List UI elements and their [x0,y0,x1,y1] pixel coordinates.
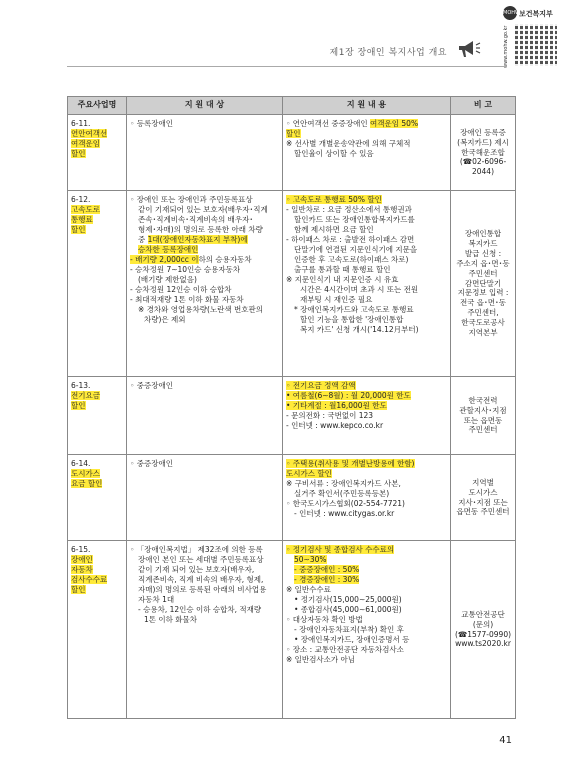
column-header: 비 고 [451,97,516,115]
column-header: 지 원 대 상 [127,97,283,115]
logo-badge: MOHW [503,6,517,20]
note-cell: 교통안전공단 (문의) (☎1577-0990) www.ts2020.kr [451,541,516,719]
logo-url: www.mohw.go.kr [503,25,509,68]
header-divider [67,66,507,67]
target-cell: ◦ 장애인 또는 장애인과 주민등록표상 같이 기재되어 있는 보호자(배우자･직계 존속･직계비속･직계비속의 배우자･ 형제･자매)의 명의로 등록한 아래 차량 중 1대(장애인자동차표지 부착)에 승차한 등록장애인 - 배기량 2,000cc 이하의 승용자동차 - 승차정원 7∼10인승 승용자동차 (배기량 제한없음) - 승차정원 12인승 이하 승합차 - 최대적재량 1톤 이하 화물 자동차 ※ 경차와 영업용차량(노란색 번호판의 차량)은 제외 [127,191,283,377]
support-table [67,96,516,719]
content-cell: ◦ 주택용(취사용 및 개별난방용에 한함) 도시가스 할인 ※ 구비서류 : 장애인복지카드 사본, 실거주 확인서(주민등록등본) ◦ 한국도시가스협회(02-554-7721) - 인터넷 : www.citygas.or.kr [283,455,451,541]
column-header: 주요사업명 [68,97,127,115]
program-name-cell: 6-13. 전기요금 할인 [68,377,127,455]
note-cell: 지역별 도시가스 지사･지점 또는 읍면동 주민센터 [451,455,516,541]
note-cell: 한국전력 관할지사･지점 또는 읍면동 주민센터 [451,377,516,455]
target-cell: ◦ 등록장애인 [127,115,283,191]
content-cell: ◦ 연안여객선 중증장애인 여객운임 50% 할인 ※ 선사별 개별운송약관에 의해 구체적 할인율이 상이할 수 있음 [283,115,451,191]
content-cell: ◦ 전기요금 정액 감액 • 여름철(6∼8월) : 월 20,000원 한도 • 기타계절 : 월16,000원 한도 - 문의전화 : 국번없이 123 - 인터넷 : www.kepco.co.kr [283,377,451,455]
table-row [68,377,516,455]
logo-title: 보건복지부 [519,10,553,18]
table-row [68,191,516,377]
target-cell: ◦ 중증장애인 [127,455,283,541]
table-row [68,541,516,719]
chapter-title: 제1장 장애인 복지사업 개요 [329,48,447,58]
program-name-cell: 6-12. 고속도로 통행료 할인 [68,191,127,377]
note-cell: 장애인 등록증 (복지카드) 제시 한국해운조합 (☎02-6096- 2044) [451,115,516,191]
content-cell: ◦ 정기검사 및 종합검사 수수료의 50∼30% - 중증장애인 : 50% - 경증장애인 : 30% ※ 일반수수료 • 정기검사(15,000∼25,000원) • 종합검사(45,000∼61,000원) ◦ 대상자동차 확인 방법 - 장애인자동차표지(부착) 확인 후 • 장애인복지카드, 장애인증명서 등 ◦ 장소 : 교통안전공단 자동차검사소 ※ 일반검사소가 아님 [283,541,451,719]
program-name-cell: 6-11. 연안여객선 여객운임 할인 [68,115,127,191]
megaphone-icon [457,38,481,60]
content-cell: ◦ 고속도로 통행료 50% 할인 - 일반차로 : 요금 정산소에서 통행권과 할인카드 또는 장애인통합복지카드를 함께 제시하면 요금 할인 - 하이패스 차로 : 출발전 하이패스 감면 단말기에 연결된 지문인식기에 지문을 인증한 후 고속도로(하이패스 차로) 출구를 통과할 때 통행료 할인 ※ 지문인식기 내 지문인증 시 유효 시간은 4시간이며 초과 시 또는 전원 재부팅 시 재인증 필요 * 장애인복지카드와 고속도로 통행료 할인 기능을 통합한 '장애인통합 복지 카드' 신청 개시('14.12月부터) [283,191,451,377]
table-row [68,115,516,191]
table-header-row [68,97,516,115]
program-name-cell: 6-15. 장애인 자동차 검사수수료 할인 [68,541,127,719]
column-header: 지 원 내 용 [283,97,451,115]
page-number: 41 [499,735,512,746]
table-row [68,455,516,541]
page-header [0,0,585,73]
program-name-cell: 6-14. 도시가스 요금 할인 [68,455,127,541]
note-cell: 장애인통합 복지카드 발급 신청 : 주소지 읍･면･동 주민센터 감면단말기 지문정보 입력 : 전국 읍･면･동 주민센터, 한국도로공사 지역본부 [451,191,516,377]
ministry-logo [503,6,559,72]
target-cell: ◦ 중증장애인 [127,377,283,455]
target-cell: ◦ 「장애인복지법」 제32조에 의한 등록 장애인 본인 또는 세대별 주민등록표상 같이 기재 되어 있는 보호자(배우자, 직계존비속, 직계 비속의 배우자, 형제, 자매)의 명의로 등록된 아래의 비사업용 자동차 1대 - 승용차, 12인승 이하 승합차, 적재량 1톤 이하 화물차 [127,541,283,719]
